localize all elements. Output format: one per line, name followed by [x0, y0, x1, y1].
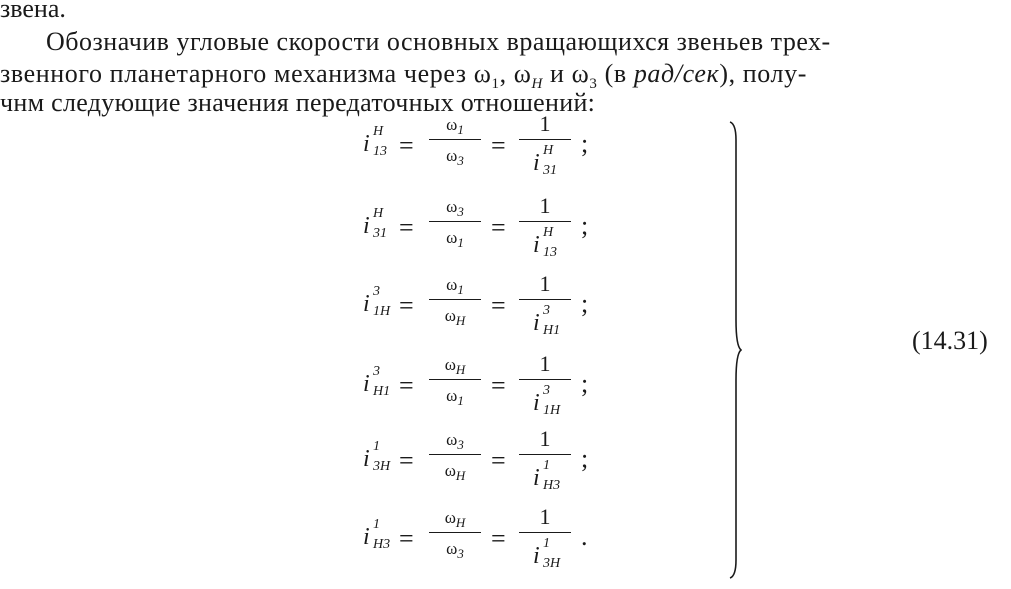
fraction-bar	[519, 221, 571, 222]
ratio-subscript: 3H	[373, 459, 391, 474]
ratio-symbol: i	[363, 131, 370, 157]
ratio-symbol: i	[363, 371, 370, 397]
equation-number: (14.31)	[912, 326, 988, 355]
omega-symbol: ω	[444, 306, 456, 325]
ratio-subscript: 1H	[543, 403, 561, 418]
fraction-denominator	[429, 228, 481, 248]
omega-fraction	[429, 197, 481, 248]
ratio-superscript: 3	[543, 303, 550, 318]
fraction-bar	[519, 454, 571, 455]
fraction-numerator	[429, 275, 481, 295]
ratio-subscript: H1	[543, 323, 561, 338]
ratio-symbol: i	[363, 524, 370, 550]
ratio-superscript: H	[373, 124, 384, 139]
equals-sign: =	[399, 291, 414, 320]
fraction-numerator	[429, 430, 481, 450]
text-line-2: Обозначив угловые скорости основных вращающихся звеньев трех-	[46, 27, 831, 56]
lhs-ratio	[363, 283, 403, 327]
ratio-superscript: 3	[373, 284, 380, 299]
omega-subscript: H	[455, 468, 466, 483]
omega-subscript: 1	[457, 282, 464, 297]
fraction-numerator: 1	[539, 193, 551, 218]
line3-sep3: (в	[597, 59, 634, 88]
omega-symbol: ω	[446, 430, 458, 449]
fraction-numerator: 1	[539, 111, 551, 136]
equation-row	[355, 504, 625, 578]
ratio-subscript: H1	[373, 384, 391, 399]
fraction-numerator: 1	[539, 426, 551, 451]
ratio-symbol: i	[533, 465, 540, 491]
fraction-numerator: 1	[539, 271, 551, 296]
omega-subscript: H	[455, 515, 466, 530]
equation-row	[355, 426, 625, 500]
fraction-bar	[519, 532, 571, 533]
omega-symbol: ω	[446, 197, 458, 216]
omega-subscript: 3	[457, 204, 464, 219]
fraction-denominator	[519, 142, 571, 182]
omega-symbol: ω	[446, 228, 458, 247]
text-line-4: чнм следующие значения передаточных отношений:	[0, 88, 596, 117]
ratio-superscript: 1	[543, 536, 550, 551]
omega-3-subscript: 3	[589, 76, 598, 92]
omega-symbol: ω	[446, 146, 458, 165]
equals-sign: =	[491, 213, 506, 242]
omega-symbol: ω	[446, 386, 458, 405]
fraction-bar	[429, 454, 481, 455]
reciprocal-fraction	[519, 351, 571, 422]
fraction-numerator	[429, 355, 481, 375]
omega-fraction	[429, 115, 481, 166]
ratio-superscript: 3	[543, 383, 550, 398]
omega-subscript: H	[455, 313, 466, 328]
fraction-numerator: 1	[539, 504, 551, 529]
ratio-symbol: i	[533, 232, 540, 258]
omega-symbol: ω	[446, 275, 458, 294]
line3-sep1: , ω	[499, 59, 532, 88]
lhs-ratio	[363, 123, 403, 167]
fraction-denominator	[429, 306, 481, 326]
fraction-denominator	[429, 461, 481, 481]
equation-row	[355, 271, 625, 345]
omega-subscript: 1	[457, 235, 464, 250]
omega-fraction	[429, 508, 481, 559]
fraction-denominator	[429, 146, 481, 166]
fraction-bar	[429, 139, 481, 140]
ratio-symbol: i	[363, 291, 370, 317]
fraction-bar	[429, 532, 481, 533]
equals-sign: =	[491, 446, 506, 475]
equals-sign: =	[399, 371, 414, 400]
equals-sign: =	[491, 131, 506, 160]
line3-prefix: звенного планетарного механизма через ω	[0, 59, 492, 88]
ratio-superscript: 1	[373, 439, 380, 454]
lhs-ratio	[363, 438, 403, 482]
fraction-denominator	[519, 535, 571, 575]
equals-sign: =	[399, 524, 414, 553]
reciprocal-fraction	[519, 504, 571, 575]
lhs-ratio	[363, 363, 403, 407]
fraction-bar	[429, 221, 481, 222]
fraction-bar	[519, 139, 571, 140]
terminator: ;	[581, 444, 589, 473]
omega-h-subscript: H	[531, 76, 543, 92]
omega-symbol: ω	[444, 508, 456, 527]
terminator: ;	[581, 369, 589, 398]
omega-fraction	[429, 275, 481, 326]
terminator: ;	[581, 289, 589, 318]
ratio-superscript: H	[373, 206, 384, 221]
ratio-subscript: H3	[373, 537, 391, 552]
ratio-superscript: H	[543, 225, 554, 240]
ratio-symbol: i	[533, 310, 540, 336]
ratio-subscript: 13	[373, 144, 387, 159]
fraction-denominator	[429, 539, 481, 559]
omega-subscript: 3	[457, 153, 464, 168]
fraction-numerator	[429, 115, 481, 135]
omega-fraction	[429, 355, 481, 406]
ratio-subscript: H3	[543, 478, 561, 493]
fraction-denominator	[429, 386, 481, 406]
ratio-subscript: 31	[373, 226, 387, 241]
fraction-numerator	[429, 508, 481, 528]
equation-row	[355, 111, 625, 185]
reciprocal-fraction	[519, 111, 571, 182]
omega-1-subscript: 1	[491, 76, 500, 92]
ratio-superscript: 3	[373, 364, 380, 379]
ratio-symbol: i	[533, 543, 540, 569]
unit-rad-per-sec: рад/сек	[633, 59, 720, 88]
fraction-bar	[519, 299, 571, 300]
fraction-numerator	[429, 197, 481, 217]
equation-row	[355, 351, 625, 425]
reciprocal-fraction	[519, 271, 571, 342]
ratio-symbol: i	[363, 213, 370, 239]
ratio-symbol: i	[533, 390, 540, 416]
equals-sign: =	[491, 291, 506, 320]
fraction-denominator	[519, 224, 571, 264]
fraction-denominator	[519, 302, 571, 342]
omega-subscript: 3	[457, 546, 464, 561]
omega-symbol: ω	[444, 461, 456, 480]
ratio-subscript: 1H	[373, 304, 391, 319]
reciprocal-fraction	[519, 193, 571, 264]
omega-fraction	[429, 430, 481, 481]
omega-subscript: 1	[457, 122, 464, 137]
line3-suffix: ), полу-	[719, 59, 807, 88]
terminator: .	[581, 522, 588, 551]
fraction-numerator: 1	[539, 351, 551, 376]
ratio-superscript: H	[543, 143, 554, 158]
right-brace	[728, 120, 742, 580]
lhs-ratio	[363, 205, 403, 249]
fraction-denominator	[519, 457, 571, 497]
ratio-subscript: 31	[543, 163, 557, 178]
ratio-subscript: 3H	[543, 556, 561, 571]
line3-sep2: и ω	[542, 59, 590, 88]
equation-row	[355, 193, 625, 267]
ratio-superscript: 1	[373, 517, 380, 532]
fraction-bar	[429, 299, 481, 300]
text-line-1: звена.	[0, 0, 66, 23]
omega-symbol: ω	[446, 115, 458, 134]
fraction-bar	[519, 379, 571, 380]
equals-sign: =	[399, 213, 414, 242]
equals-sign: =	[399, 446, 414, 475]
omega-subscript: 3	[457, 437, 464, 452]
omega-subscript: H	[455, 362, 466, 377]
terminator: ;	[581, 211, 589, 240]
omega-symbol: ω	[444, 355, 456, 374]
fraction-denominator	[519, 382, 571, 422]
ratio-symbol: i	[533, 150, 540, 176]
ratio-symbol: i	[363, 446, 370, 472]
equals-sign: =	[399, 131, 414, 160]
equals-sign: =	[491, 371, 506, 400]
reciprocal-fraction	[519, 426, 571, 497]
omega-symbol: ω	[446, 539, 458, 558]
equals-sign: =	[491, 524, 506, 553]
ratio-subscript: 13	[543, 245, 557, 260]
terminator: ;	[581, 129, 589, 158]
lhs-ratio	[363, 516, 403, 560]
fraction-bar	[429, 379, 481, 380]
omega-subscript: 1	[457, 393, 464, 408]
ratio-superscript: 1	[543, 458, 550, 473]
